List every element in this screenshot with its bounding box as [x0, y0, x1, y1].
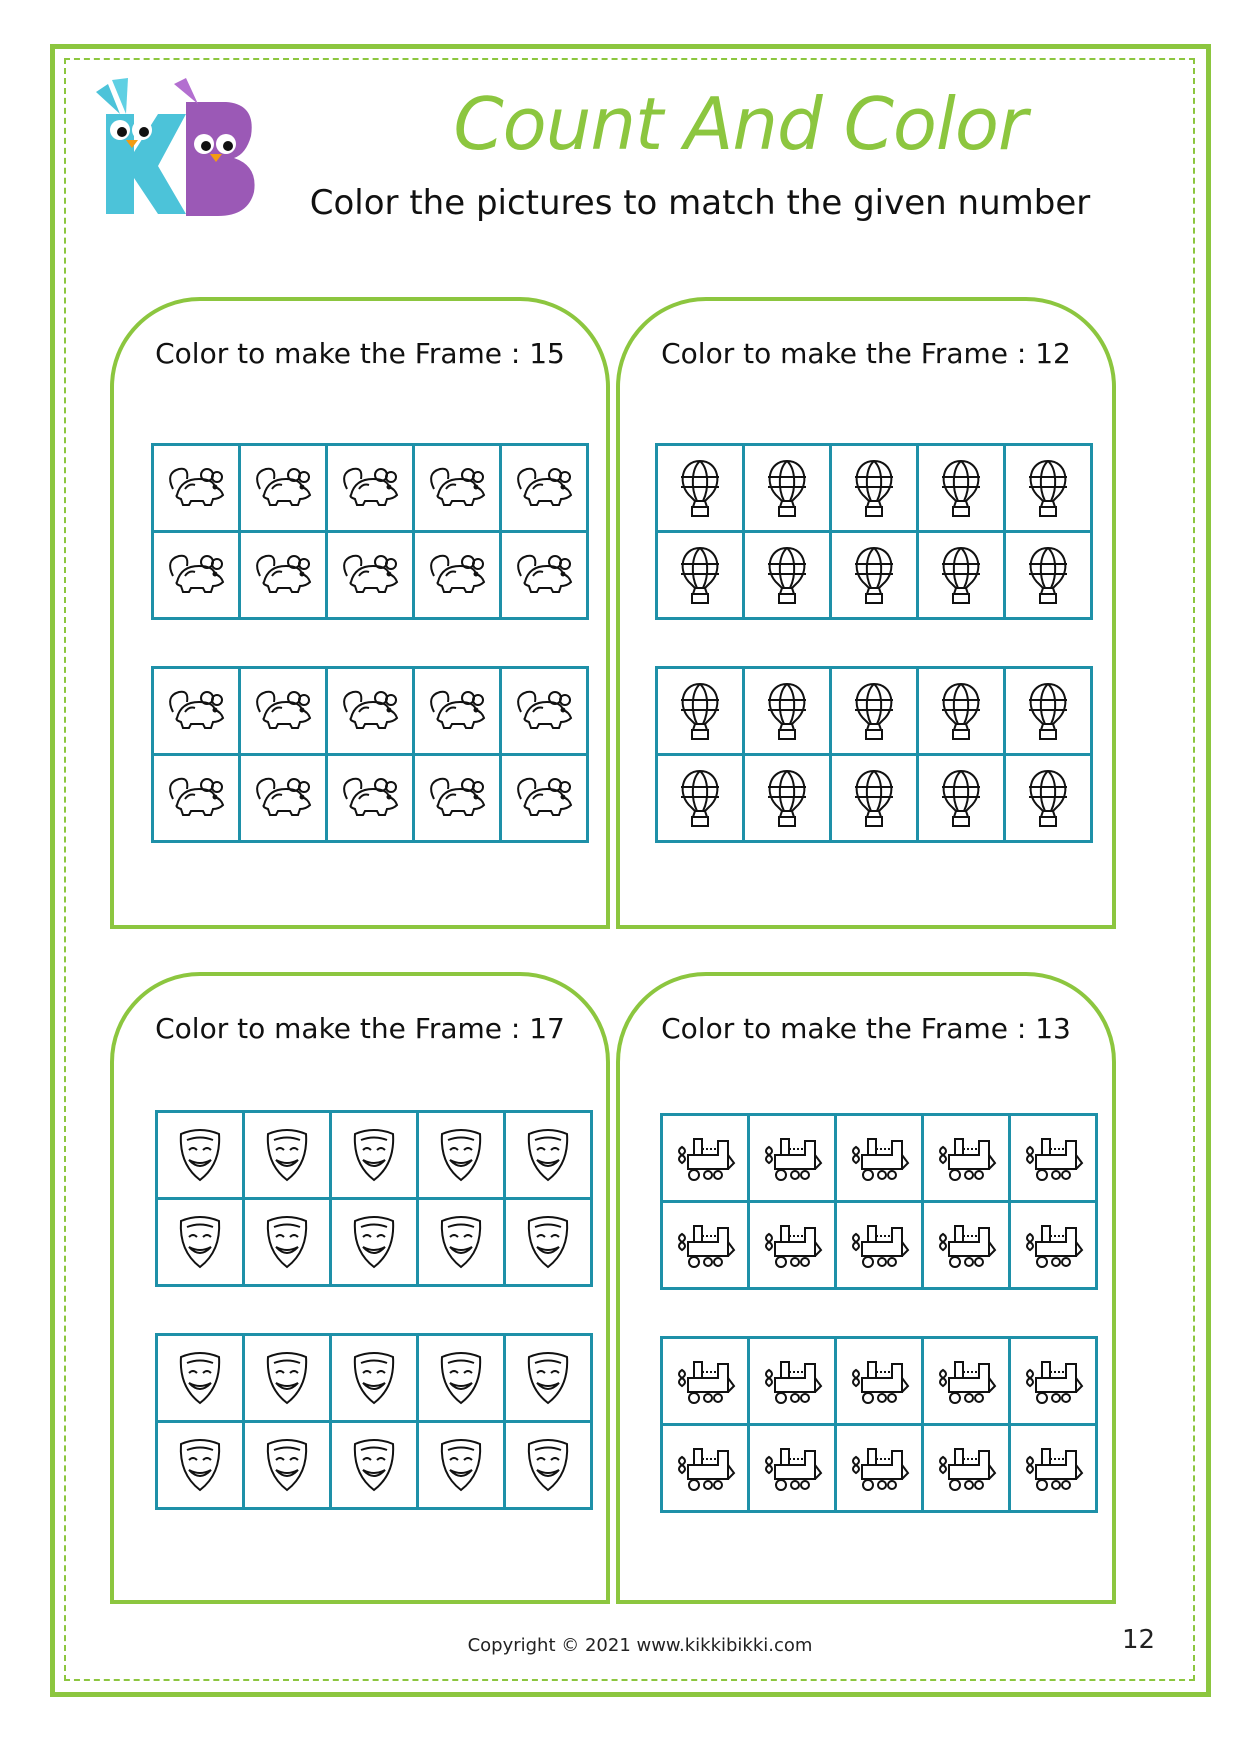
page-number: 12: [1122, 1625, 1156, 1655]
frame-cell[interactable]: [837, 1339, 921, 1423]
frame-cell[interactable]: [1011, 1426, 1095, 1510]
frame-cell[interactable]: [419, 1200, 503, 1284]
frame-cell[interactable]: [924, 1203, 1008, 1287]
frame-cell[interactable]: [154, 533, 238, 617]
train-icon: [672, 1348, 738, 1414]
frame-cell[interactable]: [658, 669, 742, 753]
ten-frame-grid: [151, 443, 589, 620]
frame-cell[interactable]: [415, 446, 499, 530]
hot-air-balloon-icon: [928, 765, 994, 831]
frame-cell[interactable]: [158, 1200, 242, 1284]
mask-icon: [167, 1345, 233, 1411]
frame-cell[interactable]: [332, 1423, 416, 1507]
frame-cell[interactable]: [158, 1336, 242, 1420]
panel-title: Color to make the Frame : 15: [155, 337, 565, 370]
mask-icon: [167, 1209, 233, 1275]
hot-air-balloon-icon: [754, 455, 820, 521]
ten-frame-grid: [655, 666, 1093, 843]
frame-cell[interactable]: [506, 1423, 590, 1507]
frame-cell[interactable]: [832, 446, 916, 530]
frame-cell[interactable]: [663, 1203, 747, 1287]
frame-cell[interactable]: [663, 1339, 747, 1423]
frame-cell[interactable]: [1011, 1339, 1095, 1423]
mask-icon: [515, 1345, 581, 1411]
mask-icon: [428, 1122, 494, 1188]
mask-icon: [515, 1432, 581, 1498]
mouse-icon: [337, 542, 403, 608]
mouse-icon: [511, 542, 577, 608]
train-icon: [759, 1125, 825, 1191]
mask-icon: [254, 1209, 320, 1275]
train-icon: [1020, 1212, 1086, 1278]
frame-cell[interactable]: [1006, 533, 1090, 617]
mouse-icon: [250, 455, 316, 521]
train-icon: [846, 1125, 912, 1191]
frame-cell[interactable]: [832, 533, 916, 617]
frame-cell[interactable]: [658, 446, 742, 530]
ten-frame-grid: [660, 1113, 1098, 1290]
frame-cell[interactable]: [832, 669, 916, 753]
frame-cell[interactable]: [1011, 1203, 1095, 1287]
hot-air-balloon-icon: [928, 542, 994, 608]
mouse-icon: [250, 542, 316, 608]
mask-icon: [167, 1432, 233, 1498]
frame-cell[interactable]: [328, 669, 412, 753]
frame-cell[interactable]: [663, 1116, 747, 1200]
frame-cell[interactable]: [506, 1113, 590, 1197]
frame-cell[interactable]: [419, 1423, 503, 1507]
frame-cell[interactable]: [154, 669, 238, 753]
frame-cell[interactable]: [245, 1336, 329, 1420]
train-icon: [846, 1435, 912, 1501]
train-icon: [933, 1212, 999, 1278]
frame-cell[interactable]: [419, 1113, 503, 1197]
frame-cell[interactable]: [332, 1113, 416, 1197]
mask-icon: [341, 1432, 407, 1498]
train-icon: [759, 1348, 825, 1414]
mouse-icon: [163, 678, 229, 744]
frame-cell[interactable]: [328, 446, 412, 530]
hot-air-balloon-icon: [1015, 455, 1081, 521]
worksheet-title: Count And Color: [453, 82, 1027, 166]
frame-cell[interactable]: [419, 1336, 503, 1420]
frame-cell[interactable]: [750, 1426, 834, 1510]
hot-air-balloon-icon: [754, 542, 820, 608]
frame-cell[interactable]: [245, 1423, 329, 1507]
worksheet-instructions: Color the pictures to match the given number: [309, 183, 1091, 223]
train-icon: [933, 1348, 999, 1414]
frame-cell[interactable]: [415, 669, 499, 753]
frame-cell[interactable]: [328, 533, 412, 617]
frame-cell[interactable]: [415, 533, 499, 617]
train-icon: [672, 1435, 738, 1501]
train-icon: [759, 1212, 825, 1278]
hot-air-balloon-icon: [667, 455, 733, 521]
frame-cell[interactable]: [924, 1426, 1008, 1510]
mask-icon: [428, 1345, 494, 1411]
train-icon: [759, 1435, 825, 1501]
frame-cell[interactable]: [750, 1116, 834, 1200]
mask-icon: [341, 1122, 407, 1188]
frame-cell[interactable]: [745, 533, 829, 617]
ten-frame-grid: [155, 1333, 593, 1510]
frame-cell[interactable]: [745, 446, 829, 530]
hot-air-balloon-icon: [928, 455, 994, 521]
frame-cell[interactable]: [502, 669, 586, 753]
train-icon: [672, 1125, 738, 1191]
frame-cell[interactable]: [919, 669, 1003, 753]
frame-cell[interactable]: [1006, 446, 1090, 530]
frame-cell[interactable]: [415, 756, 499, 840]
mouse-icon: [424, 455, 490, 521]
mouse-icon: [250, 678, 316, 744]
frame-cell[interactable]: [245, 1200, 329, 1284]
panel-title: Color to make the Frame : 12: [661, 337, 1071, 370]
train-icon: [672, 1212, 738, 1278]
frame-cell[interactable]: [158, 1423, 242, 1507]
frame-cell[interactable]: [919, 756, 1003, 840]
frame-cell[interactable]: [924, 1339, 1008, 1423]
hot-air-balloon-icon: [1015, 765, 1081, 831]
train-icon: [846, 1212, 912, 1278]
frame-cell[interactable]: [658, 533, 742, 617]
mouse-icon: [424, 542, 490, 608]
mask-icon: [341, 1209, 407, 1275]
train-icon: [933, 1435, 999, 1501]
frame-cell[interactable]: [506, 1200, 590, 1284]
hot-air-balloon-icon: [667, 765, 733, 831]
frame-cell[interactable]: [154, 756, 238, 840]
frame-cell[interactable]: [663, 1426, 747, 1510]
mask-icon: [254, 1122, 320, 1188]
frame-cell[interactable]: [919, 446, 1003, 530]
mouse-icon: [424, 678, 490, 744]
frame-cell[interactable]: [245, 1113, 329, 1197]
mouse-icon: [511, 678, 577, 744]
frame-cell[interactable]: [750, 1203, 834, 1287]
train-icon: [1020, 1435, 1086, 1501]
mouse-icon: [250, 765, 316, 831]
frame-cell[interactable]: [502, 533, 586, 617]
frame-cell[interactable]: [745, 669, 829, 753]
panel-title: Color to make the Frame : 17: [155, 1012, 565, 1045]
mask-icon: [167, 1122, 233, 1188]
frame-cell[interactable]: [241, 533, 325, 617]
hot-air-balloon-icon: [754, 765, 820, 831]
ten-frame-grid: [655, 443, 1093, 620]
hot-air-balloon-icon: [841, 765, 907, 831]
train-icon: [1020, 1348, 1086, 1414]
frame-cell[interactable]: [919, 533, 1003, 617]
frame-cell[interactable]: [158, 1113, 242, 1197]
frame-cell[interactable]: [924, 1116, 1008, 1200]
mouse-icon: [337, 678, 403, 744]
mask-icon: [428, 1209, 494, 1275]
hot-air-balloon-icon: [754, 678, 820, 744]
mask-icon: [341, 1345, 407, 1411]
train-icon: [846, 1348, 912, 1414]
frame-cell[interactable]: [658, 756, 742, 840]
copyright-text: Copyright © 2021 www.kikkibikki.com: [467, 1635, 813, 1656]
mask-icon: [254, 1345, 320, 1411]
ten-frame-grid: [151, 666, 589, 843]
frame-cell[interactable]: [332, 1336, 416, 1420]
hot-air-balloon-icon: [1015, 678, 1081, 744]
frame-cell[interactable]: [1006, 669, 1090, 753]
train-icon: [933, 1125, 999, 1191]
frame-cell[interactable]: [837, 1116, 921, 1200]
hot-air-balloon-icon: [928, 678, 994, 744]
hot-air-balloon-icon: [667, 542, 733, 608]
mask-icon: [254, 1432, 320, 1498]
frame-cell[interactable]: [832, 756, 916, 840]
mouse-icon: [163, 455, 229, 521]
frame-cell[interactable]: [502, 756, 586, 840]
mouse-icon: [163, 542, 229, 608]
frame-cell[interactable]: [502, 446, 586, 530]
frame-cell[interactable]: [332, 1200, 416, 1284]
frame-cell[interactable]: [837, 1203, 921, 1287]
frame-cell[interactable]: [837, 1426, 921, 1510]
mask-icon: [515, 1209, 581, 1275]
mask-icon: [428, 1432, 494, 1498]
frame-cell[interactable]: [1006, 756, 1090, 840]
frame-cell[interactable]: [506, 1336, 590, 1420]
ten-frame-grid: [660, 1336, 1098, 1513]
hot-air-balloon-icon: [841, 542, 907, 608]
mask-icon: [515, 1122, 581, 1188]
frame-cell[interactable]: [1011, 1116, 1095, 1200]
mouse-icon: [337, 455, 403, 521]
panel-title: Color to make the Frame : 13: [661, 1012, 1071, 1045]
ten-frame-grid: [155, 1110, 593, 1287]
frame-cell[interactable]: [750, 1339, 834, 1423]
frame-cell[interactable]: [241, 669, 325, 753]
frame-cell[interactable]: [328, 756, 412, 840]
mouse-icon: [511, 765, 577, 831]
mouse-icon: [424, 765, 490, 831]
mouse-icon: [163, 765, 229, 831]
hot-air-balloon-icon: [841, 455, 907, 521]
frame-cell[interactable]: [241, 446, 325, 530]
mouse-icon: [511, 455, 577, 521]
mouse-icon: [337, 765, 403, 831]
hot-air-balloon-icon: [1015, 542, 1081, 608]
frame-cell[interactable]: [241, 756, 325, 840]
kikkibikki-logo: [86, 74, 256, 224]
frame-cell[interactable]: [154, 446, 238, 530]
train-icon: [1020, 1125, 1086, 1191]
hot-air-balloon-icon: [841, 678, 907, 744]
hot-air-balloon-icon: [667, 678, 733, 744]
frame-cell[interactable]: [745, 756, 829, 840]
